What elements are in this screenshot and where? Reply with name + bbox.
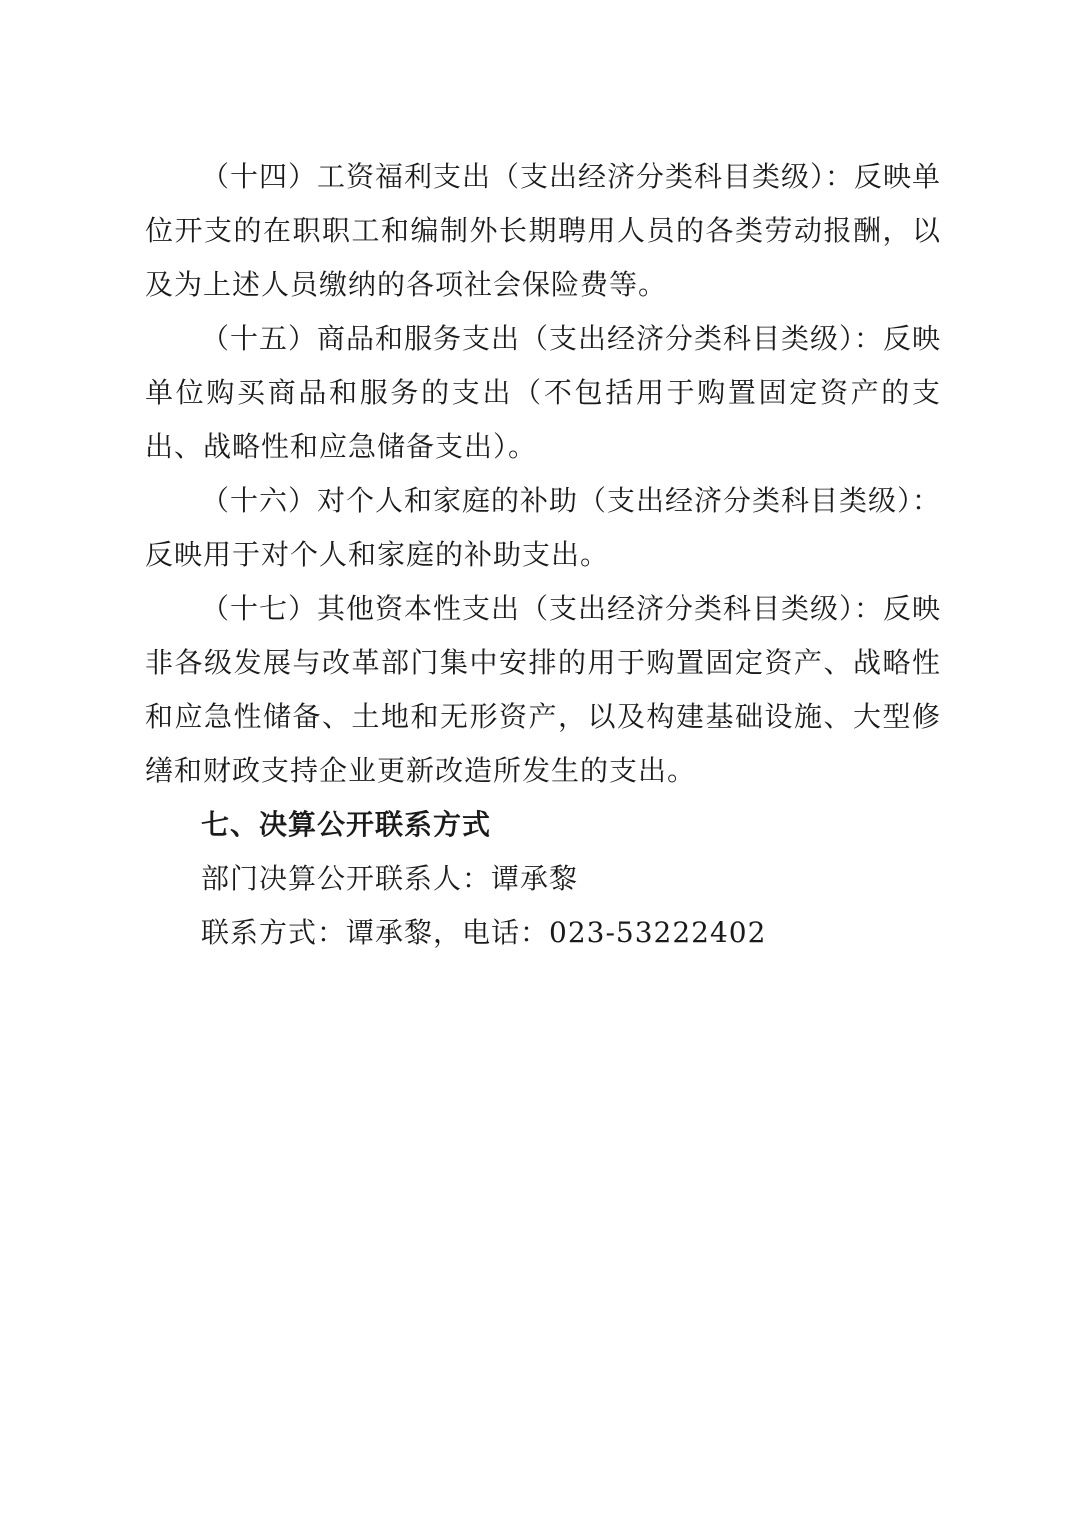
contact-person: 部门决算公开联系人：谭承黎 (201, 862, 579, 895)
paragraph-goods-services: （十五）商品和服务支出（支出经济分类科目类级）：反映单位购买商品和服务的支出（不包括用于购置固定资产的支出、战略性和应急储备支出）。 (145, 322, 942, 463)
section-heading: 七、决算公开联系方式 (201, 808, 492, 841)
paragraph-wage-welfare: （十四）工资福利支出（支出经济分类科目类级）：反映单位开支的在职职工和编制外长期聘用人员的各类劳动报酬，以及为上述人员缴纳的各项社会保险费等。 (145, 160, 942, 301)
document-page (145, 150, 941, 960)
contact-info: 联系方式：谭承黎，电话：023-53222402 (201, 916, 767, 949)
paragraph-other-capital: （十七）其他资本性支出（支出经济分类科目类级）：反映非各级发展与改革部门集中安排的用于购置固定资产、战略性和应急性储备、土地和无形资产，以及构建基础设施、大型修缮和财政支持企业更新改造所发生的支出。 (145, 592, 942, 787)
paragraph-household-subsidy: （十六）对个人和家庭的补助（支出经济分类科目类级）：反映用于对个人和家庭的补助支出。 (145, 484, 942, 571)
